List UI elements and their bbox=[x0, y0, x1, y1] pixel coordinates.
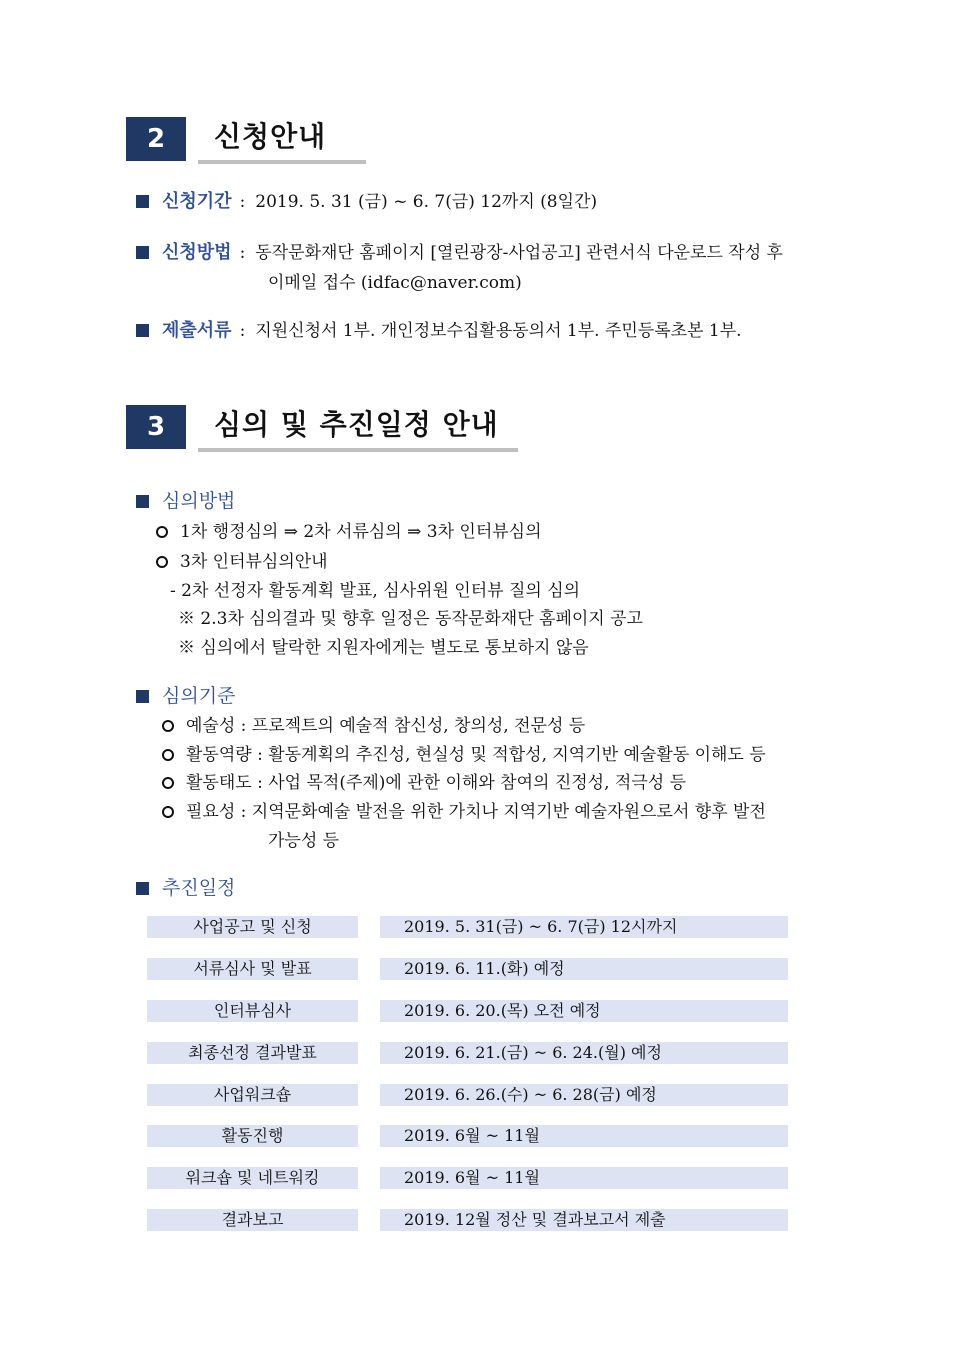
schedule-item: 서류심사 및 발표 bbox=[147, 958, 358, 980]
section-number: 2 bbox=[126, 117, 186, 161]
schedule-heading: 추진일정 bbox=[136, 873, 235, 904]
schedule-date: 2019. 6월 ~ 11월 bbox=[380, 1125, 788, 1147]
section-underline bbox=[198, 448, 518, 452]
section-underline bbox=[198, 160, 366, 164]
schedule-item: 사업공고 및 신청 bbox=[147, 916, 358, 938]
square-bullet-icon bbox=[136, 324, 149, 337]
square-bullet-icon bbox=[136, 495, 149, 508]
apply-method-cont: 이메일 접수 (idfac@naver.com) bbox=[268, 273, 522, 293]
review-note: ※ 2.3차 심의결과 및 향후 일정은 동작문화재단 홈페이지 공고 bbox=[178, 609, 643, 629]
circle-bullet-icon bbox=[156, 526, 168, 538]
schedule-date: 2019. 6. 26.(수) ~ 6. 28(금) 예정 bbox=[380, 1084, 788, 1106]
criteria-item: 활동역량 : 활동계획의 추진성, 현실성 및 적합성, 지역기반 예술활동 이해도 등 bbox=[162, 741, 766, 770]
item-label: 신청방법 bbox=[162, 242, 232, 263]
apply-documents: 제출서류 : 지원신청서 1부. 개인정보수집활용동의서 1부. 주민등록초본 1부. bbox=[136, 316, 742, 346]
schedule-date: 2019. 6. 21.(금) ~ 6. 24.(월) 예정 bbox=[380, 1042, 788, 1064]
criteria-item-cont: 가능성 등 bbox=[268, 831, 340, 851]
review-steps: 1차 행정심의 ⇒ 2차 서류심의 ⇒ 3차 인터뷰심의 bbox=[156, 518, 542, 547]
review-method-heading: 심의방법 bbox=[136, 486, 235, 517]
circle-bullet-icon bbox=[162, 749, 174, 761]
section-title: 심의 및 추진일정 안내 bbox=[214, 408, 499, 441]
schedule-date: 2019. 12월 정산 및 결과보고서 제출 bbox=[380, 1209, 788, 1231]
circle-bullet-icon bbox=[162, 777, 174, 789]
schedule-item: 최종선정 결과발표 bbox=[147, 1042, 358, 1064]
schedule-item: 활동진행 bbox=[147, 1125, 358, 1147]
interview-title: 3차 인터뷰심의안내 bbox=[156, 548, 328, 577]
schedule-item: 사업워크숍 bbox=[147, 1084, 358, 1106]
item-value: 2019. 5. 31 (금) ~ 6. 7(금) 12까지 (8일간) bbox=[255, 192, 598, 212]
criteria-item: 활동태도 : 사업 목적(주제)에 관한 이해와 참여의 진정성, 적극성 등 bbox=[162, 769, 686, 798]
schedule-date: 2019. 6. 11.(화) 예정 bbox=[380, 958, 788, 980]
review-note: ※ 심의에서 탈락한 지원자에게는 별도로 통보하지 않음 bbox=[178, 638, 589, 658]
square-bullet-icon bbox=[136, 246, 149, 259]
item-value: 동작문화재단 홈페이지 [열린광장-사업공고] 관련서식 다운로드 작성 후 bbox=[255, 243, 783, 263]
review-criteria-heading: 심의기준 bbox=[136, 681, 235, 712]
circle-bullet-icon bbox=[156, 556, 168, 568]
item-label: 신청기간 bbox=[162, 191, 232, 212]
circle-bullet-icon bbox=[162, 806, 174, 818]
square-bullet-icon bbox=[136, 882, 149, 895]
schedule-date: 2019. 5. 31(금) ~ 6. 7(금) 12시까지 bbox=[380, 916, 788, 938]
section-number: 3 bbox=[126, 405, 186, 449]
schedule-date: 2019. 6. 20.(목) 오전 예정 bbox=[380, 1000, 788, 1022]
schedule-date: 2019. 6월 ~ 11월 bbox=[380, 1167, 788, 1189]
apply-period: 신청기간 : 2019. 5. 31 (금) ~ 6. 7(금) 12까지 (8일간) bbox=[136, 187, 597, 217]
apply-method: 신청방법 : 동작문화재단 홈페이지 [열린광장-사업공고] 관련서식 다운로드 작성 후 bbox=[136, 238, 783, 268]
square-bullet-icon bbox=[136, 690, 149, 703]
item-label: 제출서류 bbox=[162, 320, 232, 341]
criteria-item: 예술성 : 프로젝트의 예술적 참신성, 창의성, 전문성 등 bbox=[162, 712, 585, 741]
item-value: 지원신청서 1부. 개인정보수집활용동의서 1부. 주민등록초본 1부. bbox=[255, 321, 742, 341]
schedule-item: 워크숍 및 네트워킹 bbox=[147, 1167, 358, 1189]
circle-bullet-icon bbox=[162, 720, 174, 732]
schedule-item: 결과보고 bbox=[147, 1209, 358, 1231]
schedule-item: 인터뷰심사 bbox=[147, 1000, 358, 1022]
square-bullet-icon bbox=[136, 195, 149, 208]
section-title: 신청안내 bbox=[214, 120, 327, 153]
criteria-item: 필요성 : 지역문화예술 발전을 위한 가치나 지역기반 예술자원으로서 향후 발전 bbox=[162, 798, 766, 827]
interview-detail: - 2차 선정자 활동계획 발표, 심사위원 인터뷰 질의 심의 bbox=[170, 581, 581, 601]
